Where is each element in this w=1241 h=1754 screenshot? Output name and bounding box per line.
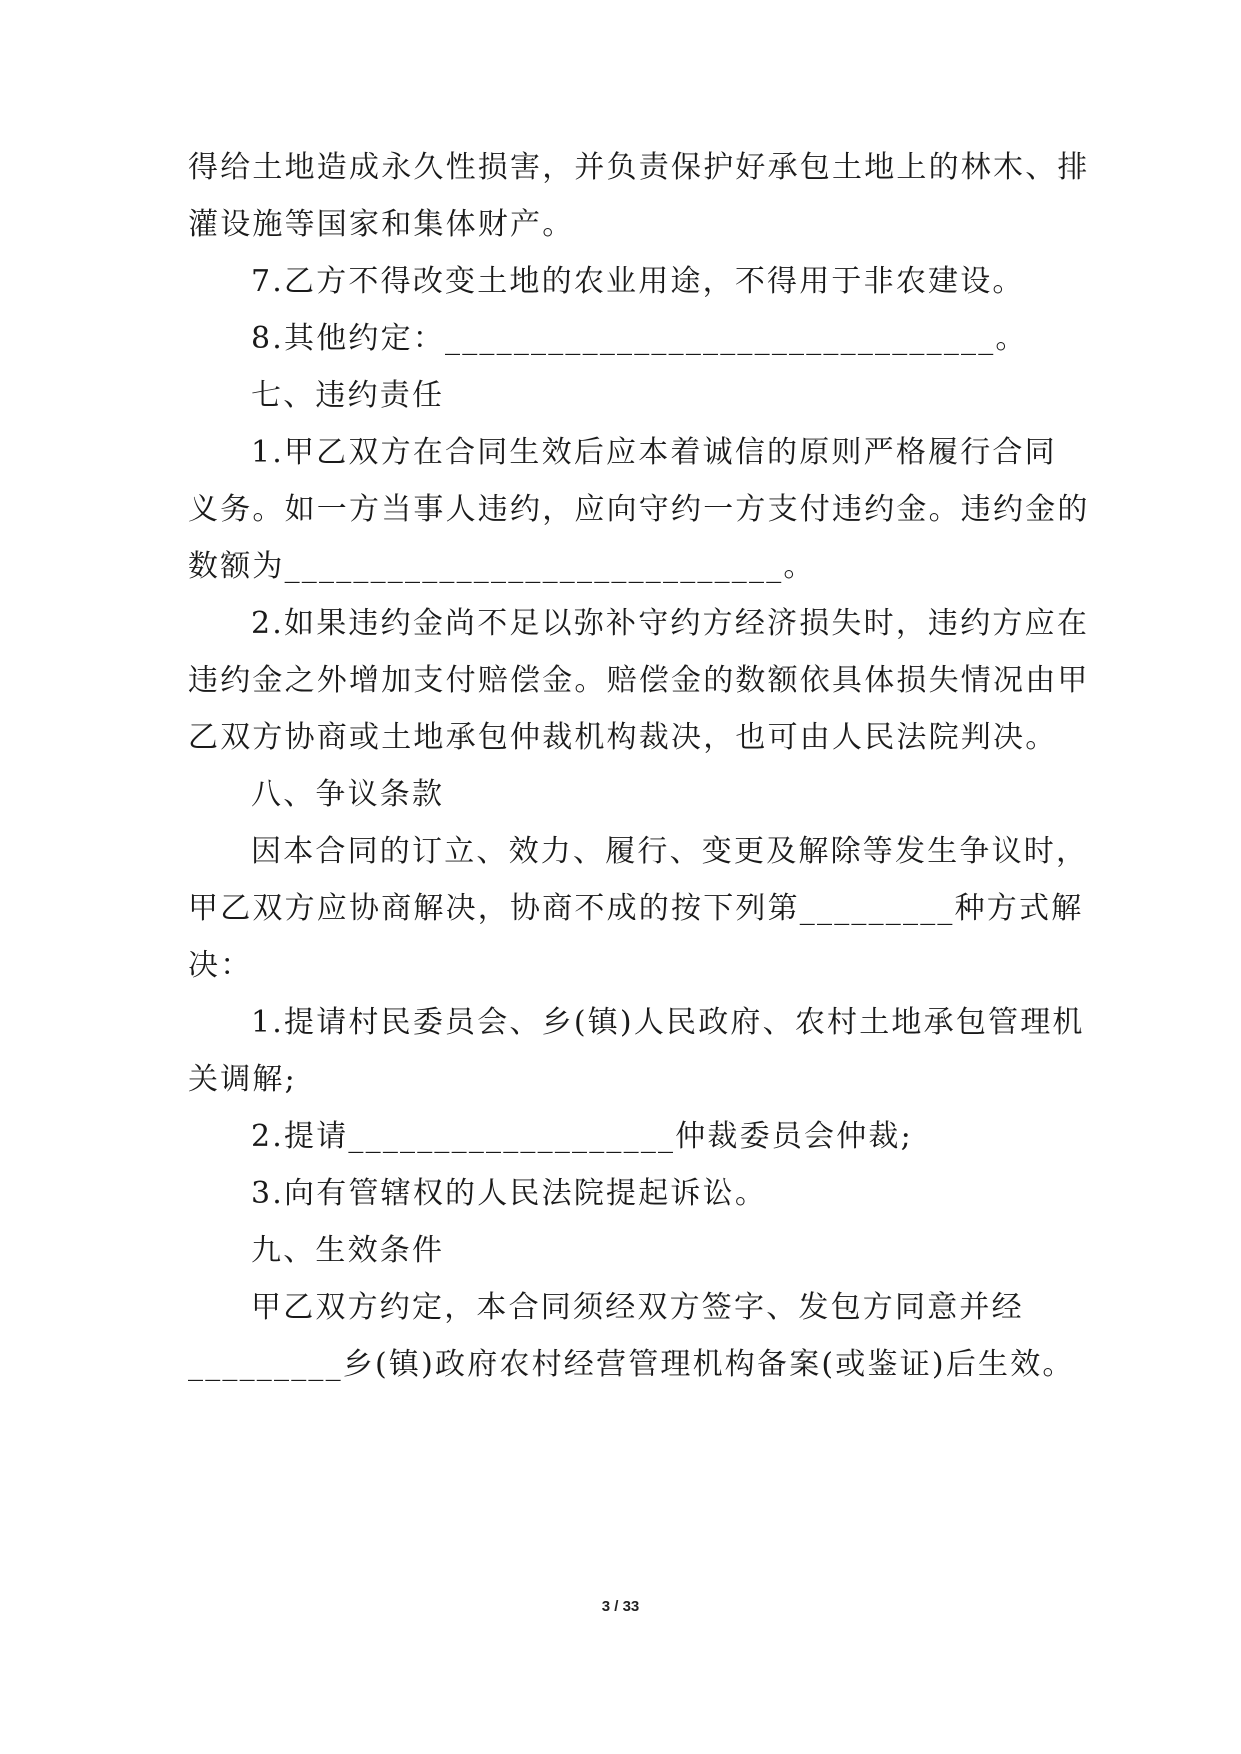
- paragraph-line: 3.向有管辖权的人民法院提起诉讼。: [251, 1176, 768, 1211]
- paragraph-line: 灌设施等国家和集体财产。: [188, 207, 575, 242]
- paragraph-line: 因本合同的订立、效力、履行、变更及解除等发生争议时，: [251, 834, 1089, 869]
- paragraph-line: 1.提请村民委员会、乡(镇)人民政府、农村土地承包管理机: [251, 1005, 1085, 1040]
- paragraph-line: 关调解;: [188, 1062, 297, 1097]
- paragraph-line: 决：: [188, 948, 253, 983]
- paragraph-line: 2.提请___________________仲裁委员会仲裁;: [251, 1119, 913, 1154]
- paragraph-line: 1.甲乙双方在合同生效后应本着诚信的原则严格履行合同: [251, 435, 1057, 470]
- paragraph-line: 甲乙双方约定，本合同须经双方签字、发包方同意并经: [251, 1290, 1024, 1325]
- paragraph-line: 义务。如一方当事人违约，应向守约一方支付违约金。违约金的: [188, 492, 1090, 527]
- paragraph-line: 2.如果违约金尚不足以弥补守约方经济损失时，违约方应在: [251, 606, 1090, 641]
- paragraph-line: 得给土地造成永久性损害，并负责保护好承包土地上的林木、排: [188, 150, 1090, 185]
- clause-8-other-agreement: 8.其他约定：________________________________。: [251, 321, 1028, 356]
- section-heading-dispute-clause: 八、争议条款: [251, 777, 445, 812]
- paragraph-line: 违约金之外增加支付赔偿金。赔偿金的数额依具体损失情况由甲: [188, 663, 1090, 698]
- clause-7: 7.乙方不得改变土地的农业用途，不得用于非农建设。: [251, 264, 1025, 299]
- paragraph-line: 甲乙双方应协商解决，协商不成的按下列第_________种方式解: [188, 891, 1084, 926]
- paragraph-line: _________乡(镇)政府农村经营管理机构备案(或鉴证)后生效。: [188, 1347, 1075, 1382]
- section-heading-breach-liability: 七、违约责任: [251, 378, 445, 413]
- page-number: 3 / 33: [601, 1598, 640, 1615]
- paragraph-line: 数额为_____________________________。: [188, 549, 816, 584]
- section-heading-effective-conditions: 九、生效条件: [251, 1233, 445, 1268]
- paragraph-line: 乙双方协商或土地承包仲裁机构裁决，也可由人民法院判决。: [188, 720, 1058, 755]
